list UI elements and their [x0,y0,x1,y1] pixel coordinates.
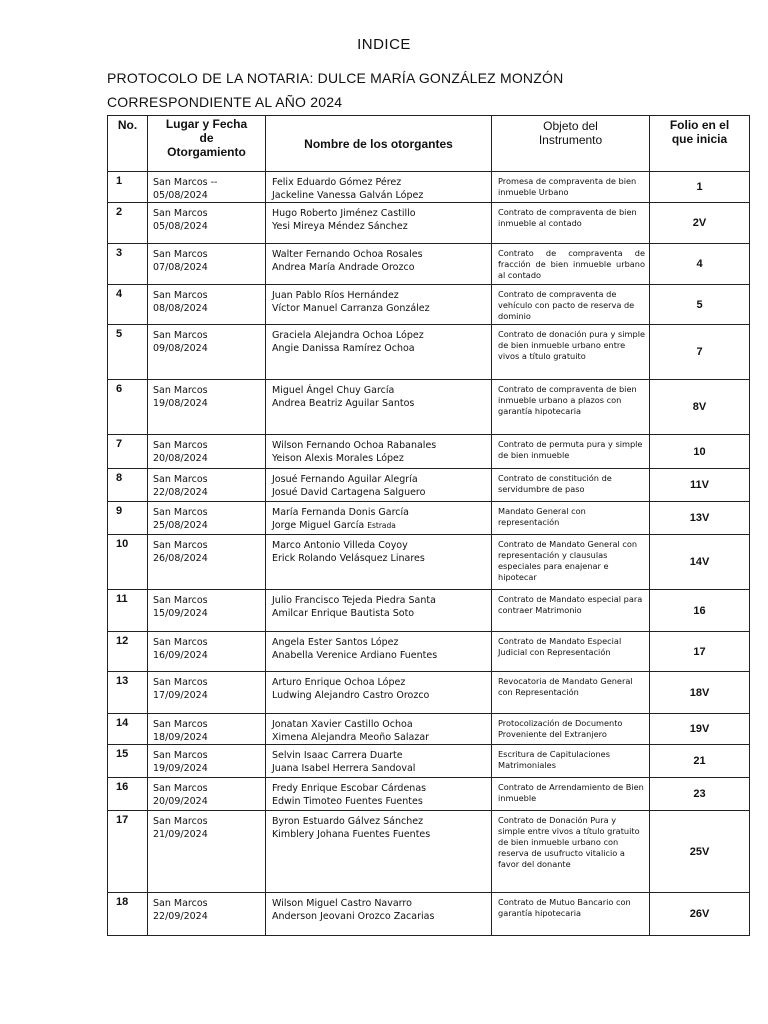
row-folio: 10 [650,435,750,469]
row-otorgantes [266,535,492,590]
row-place-date [148,380,266,435]
row-place-date [148,811,266,893]
row-folio: 25V [650,811,750,893]
row-objeto: Contrato de compraventa de bien inmueble al contado [492,203,650,244]
table-row [108,469,750,502]
table-row [108,172,750,203]
row-folio: 26V [650,893,750,936]
row-otorgantes [266,778,492,811]
table-row [108,502,750,535]
row-place-date [148,203,266,244]
otorgante-1: Jonatan Xavier Castillo Ochoa [272,719,413,730]
otorgante-1: Walter Fernando Ochoa Rosales [272,249,423,260]
row-otorgantes [266,502,492,535]
row-number: 2 [108,203,148,244]
table-header-row [108,116,750,172]
header-otorgantes: Nombre de los otorgantes [266,116,492,172]
otorgante-2: Víctor Manuel Carranza González [272,303,430,314]
row-date: 20/09/2024 [153,796,208,807]
row-number: 6 [108,380,148,435]
otorgante-1: María Fernanda Donis García [272,507,409,518]
row-place-date [148,590,266,632]
row-otorgantes [266,244,492,285]
row-place: San Marcos [153,208,208,219]
row-date: 18/09/2024 [153,732,208,743]
otorgante-2: Amilcar Enrique Bautista Soto [272,608,415,619]
row-number: 14 [108,714,148,745]
row-place: San Marcos [153,290,208,301]
row-number: 13 [108,672,148,714]
table-row [108,590,750,632]
row-number: 5 [108,325,148,380]
row-place: San Marcos [153,816,208,827]
row-date: 07/08/2024 [153,262,208,273]
row-objeto: Contrato de Mandato General con representación y clausulas especiales para enajenar e hipotecar [492,535,650,590]
row-objeto: Contrato de compraventa de fracción de bien inmueble urbano al contado [492,244,650,285]
row-folio: 7 [650,325,750,380]
otorgante-1: Selvin Isaac Carrera Duarte [272,750,403,761]
row-date: 22/08/2024 [153,487,208,498]
table-row [108,893,750,936]
row-objeto: Escritura de Capitulaciones Matrimoniales [492,745,650,778]
otorgante-1: Josué Fernando Aguilar Alegría [272,474,418,485]
row-place-date [148,285,266,325]
row-date: 08/08/2024 [153,303,208,314]
row-date: 05/08/2024 [153,221,208,232]
row-number: 1 [108,172,148,203]
header-objeto: Objeto del Instrumento [492,116,650,172]
row-number: 7 [108,435,148,469]
header-lugar-fecha: Lugar y Fecha de Otorgamiento [148,116,266,172]
row-place: San Marcos [153,783,208,794]
table-row [108,811,750,893]
row-place: San Marcos [153,677,208,688]
table-row [108,672,750,714]
row-otorgantes [266,893,492,936]
otorgante-1: Fredy Enrique Escobar Cárdenas [272,783,427,794]
otorgante-1: Byron Estuardo Gálvez Sánchez [272,816,424,827]
row-place: San Marcos [153,719,208,730]
row-objeto: Contrato de Arrendamiento de Bien inmueble [492,778,650,811]
row-date: 20/08/2024 [153,453,208,464]
row-place-date [148,893,266,936]
index-table [107,115,750,936]
row-otorgantes [266,172,492,203]
otorgante-1: Angela Ester Santos López [272,637,399,648]
table-row [108,714,750,745]
row-otorgantes [266,325,492,380]
row-folio: 11V [650,469,750,502]
row-place-date [148,172,266,203]
row-objeto: Contrato de compraventa de bien inmueble urbano a plazos con garantía hipotecaria [492,380,650,435]
row-number: 15 [108,745,148,778]
table-row [108,325,750,380]
page-title: INDICE [357,36,411,53]
table-row [108,535,750,590]
row-place: San Marcos [153,474,208,485]
row-folio: 19V [650,714,750,745]
row-otorgantes [266,285,492,325]
row-objeto: Mandato General con representación [492,502,650,535]
row-place-date [148,535,266,590]
otorgante-1: Wilson Fernando Ochoa Rabanales [272,440,437,451]
table-row [108,244,750,285]
otorgante-1: Hugo Roberto Jiménez Castillo [272,208,416,219]
row-place-date [148,672,266,714]
otorgante-2: Jorge Miguel García [272,520,365,531]
row-objeto: Contrato de Mandato Especial Judicial con Representación [492,632,650,672]
row-place: San Marcos [153,249,208,260]
otorgante-1: Miguel Ángel Chuy García [272,385,395,396]
otorgante-1: Arturo Enrique Ochoa López [272,677,406,688]
row-folio: 2V [650,203,750,244]
row-objeto: Contrato de Mutuo Bancario con garantía hipotecaria [492,893,650,936]
row-place-date [148,244,266,285]
otorgante-1: Julio Francisco Tejeda Piedra Santa [272,595,436,606]
otorgante-2-suffix: Estrada [367,521,396,530]
row-objeto: Protocolización de Documento Proveniente del Extranjero [492,714,650,745]
row-date: 19/09/2024 [153,763,208,774]
row-folio: 4 [650,244,750,285]
otorgante-2: Angie Danissa Ramírez Ochoa [272,343,415,354]
row-date: 19/08/2024 [153,398,208,409]
otorgante-2: Ximena Alejandra Meoño Salazar [272,732,430,743]
row-place-date [148,778,266,811]
otorgante-2: Josué David Cartagena Salguero [272,487,426,498]
otorgante-2: Yesi Mireya Méndez Sánchez [272,221,408,232]
row-otorgantes [266,590,492,632]
row-place-date [148,435,266,469]
row-otorgantes [266,632,492,672]
row-otorgantes [266,811,492,893]
row-place-date [148,502,266,535]
row-place: San Marcos [153,507,208,518]
row-number: 18 [108,893,148,936]
row-place: San Marcos [153,440,208,451]
table-row [108,285,750,325]
document-year-line: CORRESPONDIENTE AL AÑO 2024 [107,94,343,110]
row-place: San Marcos [153,637,208,648]
row-place: San Marcos [153,385,208,396]
row-place: San Marcos [153,750,208,761]
row-objeto: Revocatoria de Mandato General con Representación [492,672,650,714]
row-folio: 16 [650,590,750,632]
header-folio: Folio en el que inicia [650,116,750,172]
row-folio: 14V [650,535,750,590]
otorgante-2: Ludwing Alejandro Castro Orozco [272,690,430,701]
row-folio: 5 [650,285,750,325]
row-number: 3 [108,244,148,285]
row-place-date [148,745,266,778]
row-date: 16/09/2024 [153,650,208,661]
row-objeto: Contrato de permuta pura y simple de bien inmueble [492,435,650,469]
row-folio: 18V [650,672,750,714]
row-objeto: Contrato de Donación Pura y simple entre vivos a título gratuito de bien inmueble urbano con reserva de usufructo vitalicio a favor del donante [492,811,650,893]
row-number: 17 [108,811,148,893]
row-date: 25/08/2024 [153,520,208,531]
otorgante-1: Graciela Alejandra Ochoa López [272,330,424,341]
otorgante-2: Yeison Alexis Morales López [272,453,404,464]
table-row [108,203,750,244]
table-row [108,778,750,811]
otorgante-2: Jackeline Vanessa Galván López [272,190,424,201]
otorgante-2: Anderson Jeovani Orozco Zacarias [272,911,435,922]
row-date: 22/09/2024 [153,911,208,922]
row-objeto: Contrato de compraventa de vehículo con pacto de reserva de dominio [492,285,650,325]
row-folio: 21 [650,745,750,778]
otorgante-1: Wilson Miguel Castro Navarro [272,898,412,909]
row-place: San Marcos [153,330,208,341]
table-row [108,380,750,435]
row-folio: 13V [650,502,750,535]
row-date: 17/09/2024 [153,690,208,701]
row-place: San Marcos [153,898,208,909]
row-number: 12 [108,632,148,672]
row-folio: 1 [650,172,750,203]
row-date: 21/09/2024 [153,829,208,840]
row-number: 4 [108,285,148,325]
table-row [108,632,750,672]
otorgante-1: Marco Antonio Villeda Coyoy [272,540,408,551]
row-date: 09/08/2024 [153,343,208,354]
otorgante-2: Kimblery Johana Fuentes Fuentes [272,829,431,840]
row-otorgantes [266,672,492,714]
row-objeto: Promesa de compraventa de bien inmueble Urbano [492,172,650,203]
row-date: 15/09/2024 [153,608,208,619]
row-folio: 8V [650,380,750,435]
row-objeto: Contrato de donación pura y simple de bien inmueble urbano entre vivos a título gratuito [492,325,650,380]
row-number: 8 [108,469,148,502]
header-no: No. [108,116,148,172]
otorgante-2: Juana Isabel Herrera Sandoval [272,763,416,774]
row-objeto: Contrato de Mandato especial para contraer Matrimonio [492,590,650,632]
row-place-date [148,469,266,502]
otorgante-1: Felix Eduardo Gómez Pérez [272,177,402,188]
row-date: 26/08/2024 [153,553,208,564]
otorgante-2: Anabella Verenice Ardiano Fuentes [272,650,438,661]
row-number: 11 [108,590,148,632]
otorgante-2: Edwin Timoteo Fuentes Fuentes [272,796,423,807]
row-otorgantes [266,469,492,502]
table-row [108,745,750,778]
row-objeto: Contrato de constitución de servidumbre de paso [492,469,650,502]
document-subtitle: PROTOCOLO DE LA NOTARIA: DULCE MARÍA GONZÁLEZ MONZÓN [107,70,564,86]
row-otorgantes [266,203,492,244]
row-otorgantes [266,745,492,778]
row-otorgantes [266,435,492,469]
table-row [108,435,750,469]
otorgante-2: Andrea María Andrade Orozco [272,262,415,273]
row-folio: 23 [650,778,750,811]
row-place: San Marcos [153,595,208,606]
otorgante-2: Erick Rolando Velásquez Linares [272,553,425,564]
row-place: San Marcos -- [153,177,218,188]
row-number: 16 [108,778,148,811]
row-number: 9 [108,502,148,535]
row-place-date [148,325,266,380]
row-folio: 17 [650,632,750,672]
otorgante-2: Andrea Beatriz Aguilar Santos [272,398,415,409]
row-date: 05/08/2024 [153,190,208,201]
otorgante-1: Juan Pablo Ríos Hernández [272,290,399,301]
row-number: 10 [108,535,148,590]
row-place-date [148,632,266,672]
row-place: San Marcos [153,540,208,551]
row-otorgantes [266,380,492,435]
row-place-date [148,714,266,745]
row-otorgantes [266,714,492,745]
